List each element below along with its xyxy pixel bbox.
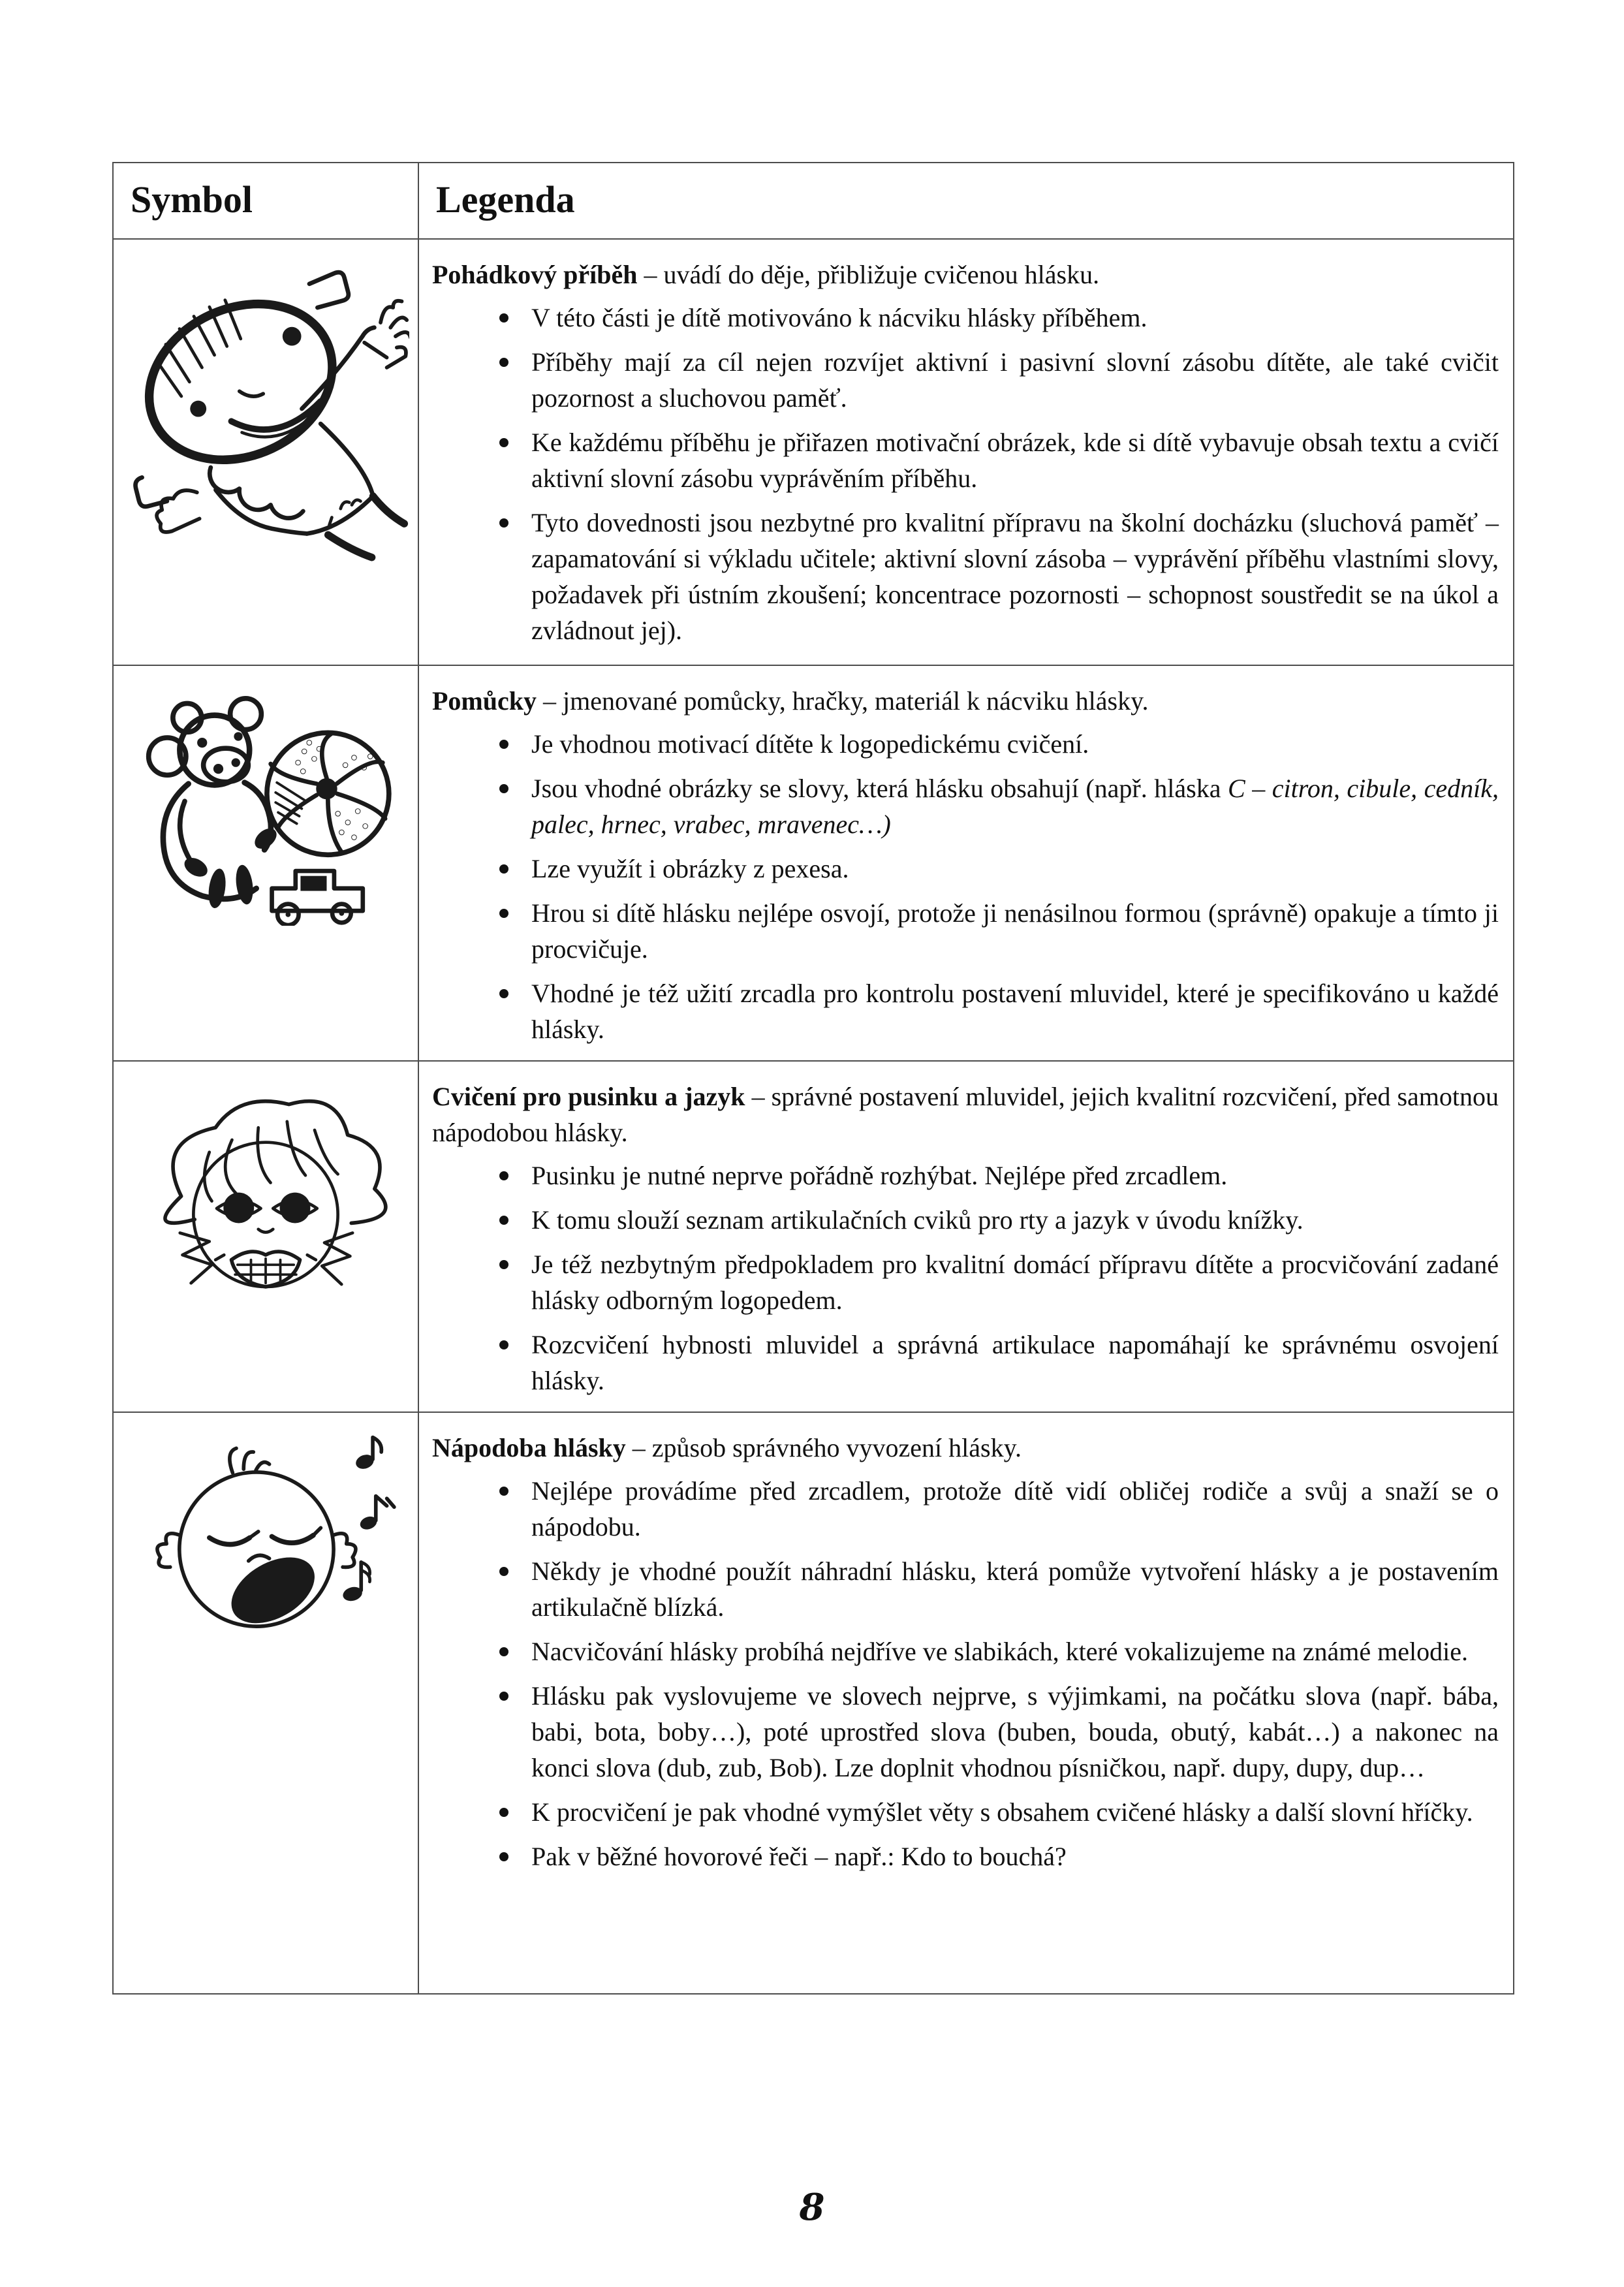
bullet-dot-icon — [499, 1487, 508, 1496]
bullet-item — [499, 344, 1499, 416]
page-number: 8 — [799, 2186, 825, 2229]
legend-lead — [432, 1079, 1499, 1150]
bullet-text: Pusinku je nutné neprve pořádně rozhýbat. Nejlépe před zrcadlem. — [531, 1161, 1228, 1190]
bullet-dot-icon — [499, 1852, 508, 1861]
legend-lead-bold: Pomůcky — [432, 686, 537, 716]
teddy-bear-ball-car-icon — [122, 683, 409, 926]
legend-bullets — [432, 1473, 1499, 1874]
legend-lead-rest: – správné postavení mluvidel, jejich kvalitní rozcvičení, před samotnou nápodobou hlásky. — [432, 1082, 1499, 1147]
legend-lead-rest: – způsob správného vyvození hlásky. — [625, 1433, 1022, 1462]
singing-baby-icon — [119, 1430, 413, 1650]
bullet-dot-icon — [499, 1340, 508, 1349]
bullet-item — [499, 726, 1499, 762]
bullet-item — [499, 1202, 1499, 1238]
bullet-dot-icon — [499, 909, 508, 918]
bullet-dot-icon — [499, 1171, 508, 1180]
bullet-item — [499, 1794, 1499, 1830]
table-row — [113, 1412, 1514, 1994]
legend-cell — [418, 665, 1514, 1061]
bullet-item — [499, 505, 1499, 648]
bullet-item — [499, 1633, 1499, 1669]
bullet-dot-icon — [499, 1692, 508, 1701]
bullet-text: Jsou vhodné obrázky se slovy, která hlásku obsahují (např. hláska C – citron, cibule, cedník, palec, hrnec, vrabec, mravenec…) — [531, 774, 1499, 839]
bullet-item — [499, 770, 1499, 842]
bullet-item — [499, 424, 1499, 496]
bullet-text: Je vhodnou motivací dítěte k logopedickému cvičení. — [531, 729, 1089, 759]
legend-cell — [418, 239, 1514, 665]
bullet-text: K tomu slouží seznam artikulačních cviků pro rty a jazyk v úvodu knížky. — [531, 1205, 1304, 1235]
table-row — [113, 665, 1514, 1061]
symbol-cell — [113, 1412, 418, 1994]
bullet-text: Hlásku pak vyslovujeme ve slovech nejprve, s výjimkami, na počátku slova (např. bába, babi, bota, boby…), poté uprostřed slova (buben, bouda, obutý, kabát…) a nakonec na konci slova (dub, zub, Bob). Lze doplnit vhodnou písničkou, např. dupy, dupy, dup… — [531, 1681, 1499, 1782]
bullet-dot-icon — [499, 1567, 508, 1576]
bullet-item — [499, 895, 1499, 967]
bullet-text: Vhodné je též užití zrcadla pro kontrolu postavení mluvidel, které je specifikováno u každé hlásky. — [531, 979, 1499, 1044]
bullet-text: Příběhy mají za cíl nejen rozvíjet aktivní i pasivní slovní zásobu dítěte, ale také cvičit pozornost a sluchovou paměť. — [531, 347, 1499, 413]
legend-bullets — [432, 726, 1499, 1047]
bullet-text: Ke každému příběhu je přiřazen motivační obrázek, kde si dítě vybavuje obsah textu a cvičí aktivní slovní zásobu vyprávěním příběhu. — [531, 428, 1499, 493]
girl-face-icon — [119, 1079, 413, 1317]
legend-bullets — [432, 1158, 1499, 1398]
symbol-column-header: Symbol — [113, 163, 418, 239]
table-row — [113, 1061, 1514, 1412]
bullet-dot-icon — [499, 358, 508, 367]
bullet-text: Rozcvičení hybnosti mluvidel a správná artikulace napomáhají ke správnému osvojení hlásky. — [531, 1330, 1499, 1395]
bullet-text: V této části je dítě motivováno k nácviku hlásky příběhem. — [531, 303, 1148, 332]
bullet-item — [499, 1838, 1499, 1874]
bullet-item — [499, 1158, 1499, 1193]
legend-lead — [432, 683, 1499, 719]
bullet-dot-icon — [499, 1216, 508, 1225]
bullet-item — [499, 1678, 1499, 1786]
bullet-text: Hrou si dítě hlásku nejlépe osvojí, protože ji nenásilnou formou (správně) opakuje a tímto ji procvičuje. — [531, 898, 1499, 964]
legend-table — [112, 162, 1514, 1995]
bullet-dot-icon — [499, 1808, 508, 1817]
legend-cell — [418, 1061, 1514, 1412]
symbol-cell — [113, 665, 418, 1061]
bullet-dot-icon — [499, 1647, 508, 1656]
bullet-text: Pak v běžné hovorové řeči – např.: Kdo to bouchá? — [531, 1842, 1067, 1871]
bullet-text: Je též nezbytným předpokladem pro kvalitní domácí přípravu dítěte a procvičování zadané hlásky odborným logopedem. — [531, 1250, 1499, 1315]
bullet-item — [499, 975, 1499, 1047]
bullet-dot-icon — [499, 784, 508, 793]
bullet-dot-icon — [499, 518, 508, 528]
legend-cell — [418, 1412, 1514, 1994]
bullet-item — [499, 1553, 1499, 1625]
bullet-dot-icon — [499, 1260, 508, 1269]
bullet-text: Nejlépe provádíme před zrcadlem, protože dítě vidí obličej rodiče a svůj a snaží se o nápodobu. — [531, 1476, 1499, 1541]
legend-lead-bold: Nápodoba hlásky — [432, 1433, 626, 1462]
legend-lead — [432, 1430, 1499, 1466]
bullet-text: Někdy je vhodné použít náhradní hlásku, která pomůže vytvoření hlásky a je postavením artikulačně blízká. — [531, 1556, 1499, 1622]
symbol-cell — [113, 1061, 418, 1412]
legend-column-header: Legenda — [418, 163, 1514, 239]
legend-lead-bold: Pohádkový příběh — [432, 260, 638, 289]
bullet-item — [499, 1473, 1499, 1545]
legend-lead-rest: – jmenované pomůcky, hračky, materiál k nácviku hlásky. — [537, 686, 1149, 716]
bullet-text: Lze využít i obrázky z pexesa. — [531, 854, 849, 883]
table-row — [113, 239, 1514, 665]
legend-lead-bold: Cvičení pro pusinku a jazyk — [432, 1082, 745, 1111]
bullet-item — [499, 1327, 1499, 1398]
bullet-text: Nacvičování hlásky probíhá nejdříve ve slabikách, které vokalizujeme na známé melodie. — [531, 1637, 1468, 1666]
bullet-item — [499, 300, 1499, 336]
legend-bullets — [432, 300, 1499, 648]
bullet-dot-icon — [499, 740, 508, 749]
bullet-item — [499, 851, 1499, 887]
bullet-text: Tyto dovednosti jsou nezbytné pro kvalitní přípravu na školní docházku (sluchová paměť – zapamatování si výkladu učitele; aktivní slovní zásoba – vyprávění příběhu vlastními slovy, požadavek při ústním zkoušení; koncentrace pozornosti – schopnost soustředit se na úkol a zvládnout jej). — [531, 508, 1499, 645]
legend-lead — [432, 257, 1499, 292]
bullet-item — [499, 1246, 1499, 1318]
bullet-dot-icon — [499, 313, 508, 323]
symbol-cell — [113, 239, 418, 665]
legend-lead-rest: – uvádí do děje, přibližuje cvičenou hlásku. — [637, 260, 1100, 289]
bullet-dot-icon — [499, 989, 508, 998]
waving-baby-icon — [122, 257, 409, 563]
bullet-dot-icon — [499, 438, 508, 447]
bullet-dot-icon — [499, 864, 508, 874]
bullet-text: K procvičení je pak vhodné vymýšlet věty s obsahem cvičené hlásky a další slovní hříčky. — [531, 1797, 1473, 1827]
table-header-row — [113, 163, 1514, 239]
